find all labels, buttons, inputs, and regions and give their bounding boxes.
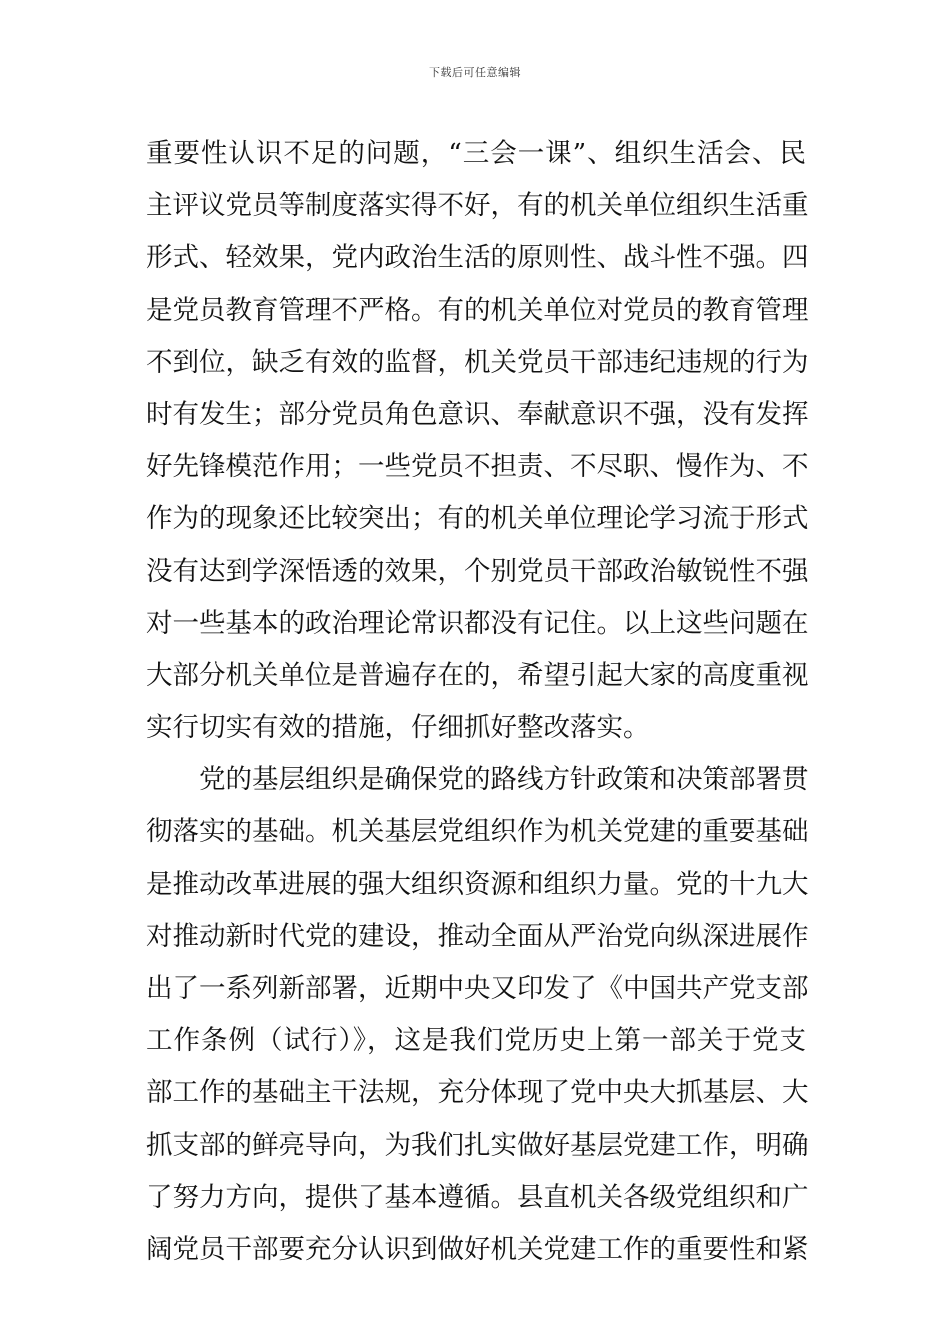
text-line: 了努力方向，提供了基本遵循。县直机关各级党组织和广 [146, 1181, 809, 1213]
text-line: 抓支部的鲜亮导向，为我们扎实做好基层党建工作，明确 [146, 1129, 809, 1161]
text-line: 对一些基本的政治理论常识都没有记住。以上这些问题在 [146, 607, 809, 639]
text-line: 形式、轻效果，党内政治生活的原则性、战斗性不强。四 [146, 242, 809, 274]
text-line: 重要性认识不足的问题，“三会一课”、组织生活会、民 [146, 138, 806, 169]
document-body [146, 128, 809, 1276]
page-header: 下载后可任意编辑 [429, 66, 521, 79]
text-line: 对推动新时代党的建设，推动全面从严治党向纵深进展作 [146, 920, 809, 952]
text-line: 大部分机关单位是普遍存在的，希望引起大家的高度重视 [146, 659, 809, 691]
text-line: 是党员教育管理不严格。有的机关单位对党员的教育管理 [146, 294, 809, 326]
text-line: 工作条例（试行）》，这是我们党历史上第一部关于党支 [146, 1025, 806, 1057]
text-line: 是推动改革进展的强大组织资源和组织力量。党的十九大 [146, 868, 809, 900]
paragraph-start-line: 党的基层组织是确保党的路线方针政策和决策部署贯 [199, 764, 809, 796]
paragraph-end-line: 实行切实有效的措施，仔细抓好整改落实。 [146, 712, 650, 744]
text-line: 彻落实的基础。机关基层党组织作为机关党建的重要基础 [146, 816, 809, 848]
text-line: 没有达到学深悟透的效果，个别党员干部政治敏锐性不强 [146, 555, 809, 587]
text-line: 作为的现象还比较突出；有的机关单位理论学习流于形式 [146, 503, 809, 535]
text-line: 阔党员干部要充分认识到做好机关党建工作的重要性和紧 [146, 1233, 809, 1265]
text-line: 时有发生；部分党员角色意识、奉献意识不强，没有发挥 [146, 398, 809, 430]
text-line: 主评议党员等制度落实得不好，有的机关单位组织生活重 [146, 190, 809, 222]
text-line: 出了一系列新部署，近期中央又印发了《中国共产党支部 [146, 973, 809, 1004]
text-line: 不到位，缺乏有效的监督，机关党员干部违纪违规的行为 [146, 346, 809, 378]
text-line: 部工作的基础主干法规，充分体现了党中央大抓基层、大 [146, 1077, 809, 1109]
text-line: 好先锋模范作用；一些党员不担责、不尽职、慢作为、不 [146, 451, 809, 483]
